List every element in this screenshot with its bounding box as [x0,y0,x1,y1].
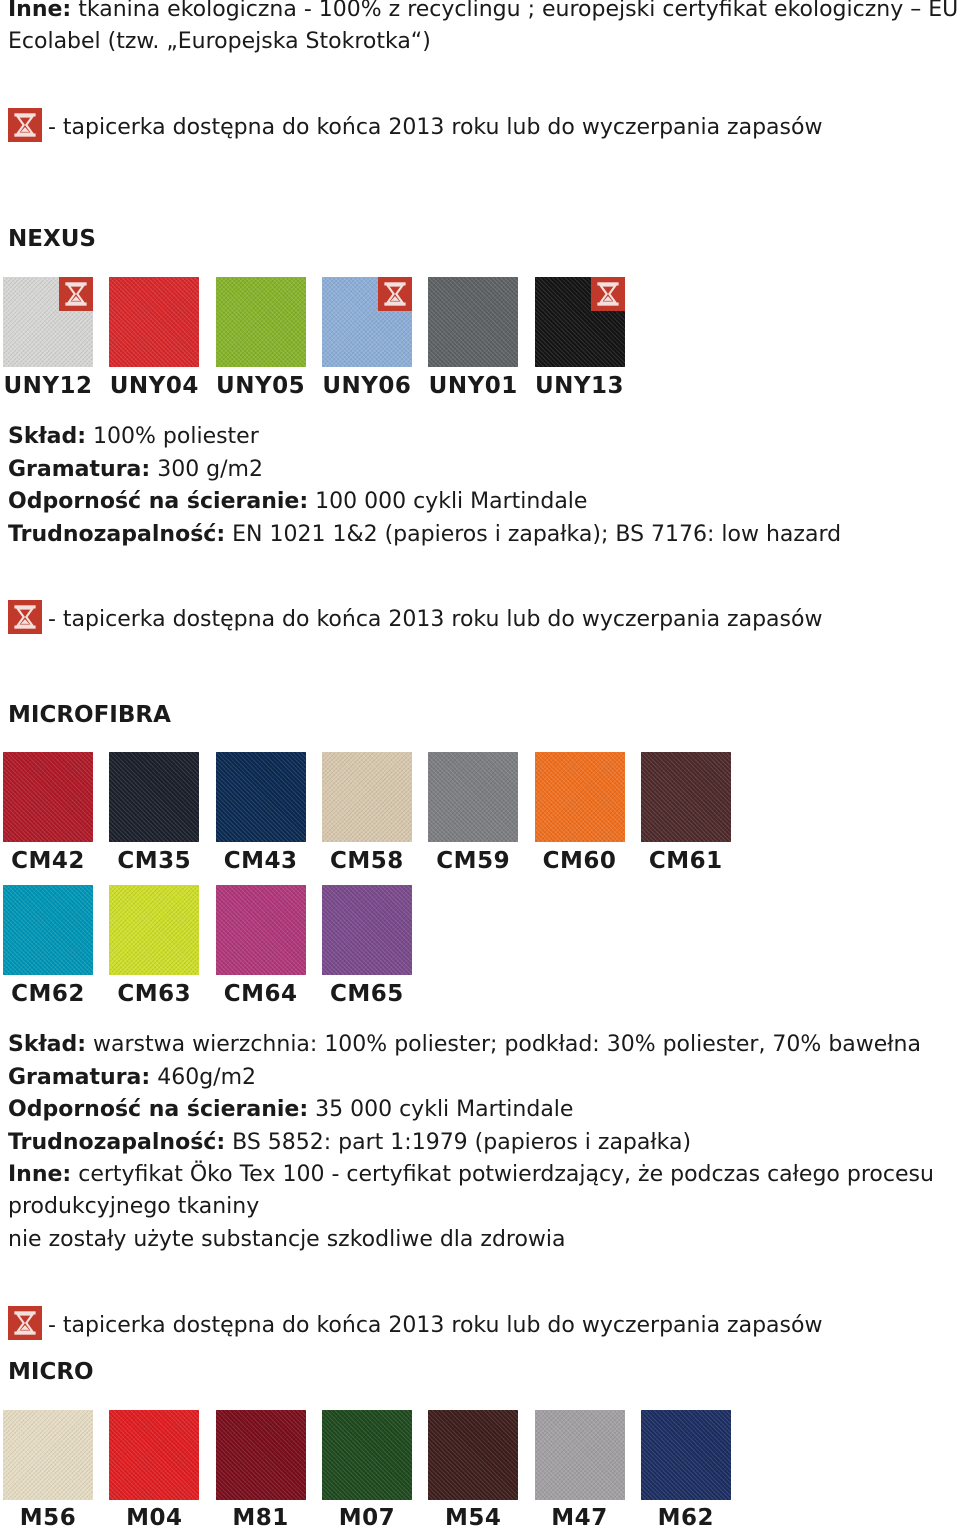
fabric-texture [216,885,306,975]
fabric-texture [3,885,93,975]
spec-line [8,1094,573,1126]
spec-label: Odporność na ścieranie: [8,1097,309,1122]
swatch-code: UNY13 [534,373,625,399]
fabric-texture [216,752,306,842]
swatch-cm35 [109,752,199,842]
swatch-cm60 [535,752,625,842]
intro-text: tkanina ekologiczna - 100% z recyclingu ; europejski certyfikat ekologiczny – EU [78,0,959,22]
swatch-uny05 [216,277,306,367]
other-label: Inne: [8,1162,72,1187]
intro-line-1 [8,0,958,26]
swatch-code: CM59 [436,848,511,874]
fabric-texture [216,1410,306,1500]
swatch-code: CM65 [330,981,404,1007]
swatch-uny01 [428,277,518,367]
swatch-code: M81 [232,1505,289,1531]
swatch-code: UNY04 [109,373,199,399]
fabric-texture [535,752,625,842]
fabric-texture [109,1410,199,1500]
fabric-texture [322,885,412,975]
spec-value: EN 1021 1&2 (papieros i zapałka); BS 7176: low hazard [225,521,842,547]
swatch-code: CM63 [117,981,192,1007]
spec-label: Gramatura: [8,1064,151,1090]
spec-label: Skład: [8,424,87,449]
fabric-texture [322,752,412,842]
swatch-code: CM35 [117,848,192,874]
microfibra-other-line-3: nie zostały użyte substancje szkodliwe dla zdrowia [8,1227,566,1252]
swatch-code: CM62 [11,981,85,1007]
swatch-code: CM43 [223,848,298,874]
fabric-texture [109,277,199,367]
section-title-microfibra: MICROFIBRA [8,702,171,728]
swatch-code: UNY05 [216,373,306,399]
fabric-texture [428,752,518,842]
swatch-code: CM60 [542,848,617,874]
swatch-uny13 [535,277,625,367]
fabric-texture [109,752,199,842]
spec-value: 35 000 cykli Martindale [308,1097,574,1122]
spec-line [8,454,263,486]
fabric-texture [428,277,518,367]
swatch-cm59 [428,752,518,842]
swatch-code: UNY06 [322,373,412,399]
fabric-texture [3,752,93,842]
hourglass-icon [8,108,42,142]
microfibra-other-line-1 [8,1159,934,1191]
spec-value: BS 5852: part 1:1979 (papieros i zapałka) [225,1129,692,1155]
spec-value: 100 000 cykli Martindale [308,489,588,514]
fabric-texture [535,1410,625,1500]
fabric-texture [216,277,306,367]
spec-value: warstwa wierzchnia: 100% poliester; podkład: 30% poliester, 70% bawełna [86,1032,921,1057]
swatch-code: CM64 [223,981,298,1007]
spec-line [8,519,841,551]
swatch-cm42 [3,752,93,842]
spec-line [8,1127,691,1159]
spec-value: 460g/m2 [150,1064,256,1090]
notice-text: - tapicerka dostępna do końca 2013 roku lub do wyczerpania zapasów [48,607,823,632]
swatch-m07 [322,1410,412,1500]
intro-line-2: Ecolabel (tzw. „Europejska Stokrotka“) [8,29,431,54]
swatch-cm65 [322,885,412,975]
spec-label: Trudnozapalność: [8,1129,226,1155]
fabric-texture [3,1410,93,1500]
swatch-cm63 [109,885,199,975]
swatch-code: CM61 [648,848,723,874]
swatch-code: CM42 [11,848,85,874]
section-title-micro: MICRO [8,1359,94,1385]
swatch-code: UNY12 [3,373,93,399]
spec-line [8,421,259,453]
hourglass-icon [8,600,42,634]
swatch-m54 [428,1410,518,1500]
spec-line [8,486,587,518]
microfibra-other-line-2: produkcyjnego tkaniny [8,1194,260,1219]
swatch-cm62 [3,885,93,975]
swatch-cm43 [216,752,306,842]
swatch-uny04 [109,277,199,367]
fabric-texture [109,885,199,975]
swatch-m56 [3,1410,93,1500]
spec-value: 100% poliester [86,424,259,449]
fabric-texture [641,752,731,842]
swatch-cm64 [216,885,306,975]
swatch-code: M56 [19,1505,77,1531]
swatch-m04 [109,1410,199,1500]
spec-label: Skład: [8,1032,87,1057]
swatch-cm61 [641,752,731,842]
swatch-cm58 [322,752,412,842]
section-title-nexus: NEXUS [8,226,96,252]
spec-value: 300 g/m2 [150,456,263,482]
fabric-texture [641,1410,731,1500]
swatch-uny06 [322,277,412,367]
swatch-m47 [535,1410,625,1500]
spec-label: Odporność na ścieranie: [8,489,309,514]
swatch-code: M04 [126,1505,183,1531]
spec-label: Gramatura: [8,456,151,482]
spec-line [8,1062,256,1094]
hourglass-icon [59,277,93,311]
hourglass-icon [8,1306,42,1340]
swatch-uny12 [3,277,93,367]
other-text: certyfikat Öko Tex 100 - certyfikat potwierdzający, że podczas całego procesu [78,1162,934,1187]
fabric-texture [428,1410,518,1500]
swatch-code: M07 [338,1505,396,1531]
notice-text: - tapicerka dostępna do końca 2013 roku lub do wyczerpania zapasów [48,115,823,140]
swatch-m62 [641,1410,731,1500]
hourglass-icon [378,277,412,311]
swatch-code: M54 [444,1505,502,1531]
fabric-texture [322,1410,412,1500]
swatch-code: M47 [551,1505,608,1531]
spec-line [8,1029,921,1061]
hourglass-icon [591,277,625,311]
swatch-code: UNY01 [428,373,518,399]
spec-label: Trudnozapalność: [8,521,226,547]
swatch-m81 [216,1410,306,1500]
swatch-code: CM58 [330,848,404,874]
notice-text: - tapicerka dostępna do końca 2013 roku lub do wyczerpania zapasów [48,1313,823,1338]
intro-label: Inne: [8,0,72,22]
swatch-code: M62 [657,1505,714,1531]
